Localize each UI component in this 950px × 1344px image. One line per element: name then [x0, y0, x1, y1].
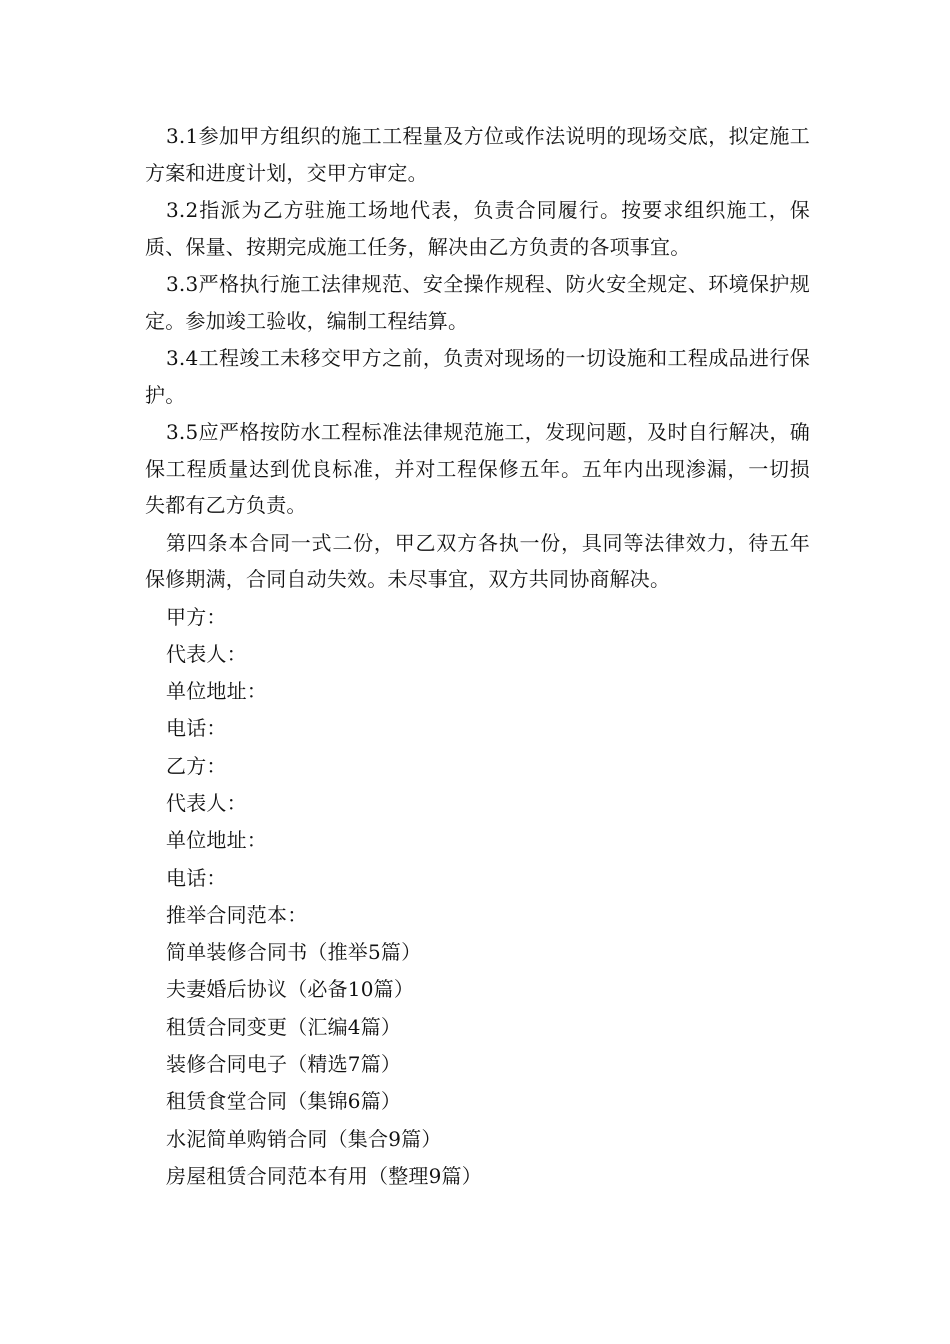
clause-3-5: 3.5应严格按防水工程标准法律规范施工，发现问题，及时自行解决，确保工程质量达到优良标准，并对工程保修五年。五年内出现渗漏，一切损失都有乙方负责。	[145, 420, 810, 517]
recommended-item[interactable]: 房屋租赁合同范本有用（整理9篇）	[166, 1163, 482, 1188]
recommended-item[interactable]: 装修合同电子（精选7篇）	[166, 1052, 402, 1077]
party-a-phone: 电话：	[166, 716, 227, 741]
party-a-representative: 代表人：	[166, 641, 247, 666]
recommended-item[interactable]: 租赁食堂合同（集锦6篇）	[166, 1089, 402, 1114]
clause-3-3: 3.3严格执行施工法律规范、安全操作规程、防火安全规定、环境保护规定。参加竣工验收，编制工程结算。	[145, 272, 810, 333]
party-b-address: 单位地址：	[166, 828, 267, 853]
clause-3-1: 3.1参加甲方组织的施工工程量及方位或作法说明的现场交底，拟定施工方案和进度计划，交甲方审定。	[145, 124, 810, 185]
recommended-item[interactable]: 简单装修合同书（推举5篇）	[166, 940, 422, 965]
recommended-item[interactable]: 租赁合同变更（汇编4篇）	[166, 1014, 402, 1039]
party-b-representative: 代表人：	[166, 790, 247, 815]
recommended-heading: 推举合同范本：	[166, 902, 308, 927]
party-a-address: 单位地址：	[166, 679, 267, 704]
recommended-item[interactable]: 水泥简单购销合同（集合9篇）	[166, 1126, 442, 1151]
party-b-phone: 电话：	[166, 865, 227, 890]
party-a-label: 甲方：	[166, 604, 227, 629]
party-a-signature-block	[145, 599, 810, 747]
document-body	[145, 118, 810, 1195]
article-4: 第四条本合同一式二份，甲乙双方各执一份，具同等法律效力，待五年保修期满，合同自动失效。未尽事宜，双方共同协商解决。	[145, 530, 810, 591]
party-b-signature-block	[145, 748, 810, 896]
clause-3-2: 3.2指派为乙方驻施工场地代表，负责合同履行。按要求组织施工，保质、保量、按期完成施工任务，解决由乙方负责的各项事宜。	[145, 198, 810, 259]
recommended-templates	[145, 897, 810, 1195]
recommended-item[interactable]: 夫妻婚后协议（必备10篇）	[166, 977, 415, 1002]
party-b-label: 乙方：	[166, 753, 227, 778]
clause-3-4: 3.4工程竣工未移交甲方之前，负责对现场的一切设施和工程成品进行保护。	[145, 346, 810, 407]
